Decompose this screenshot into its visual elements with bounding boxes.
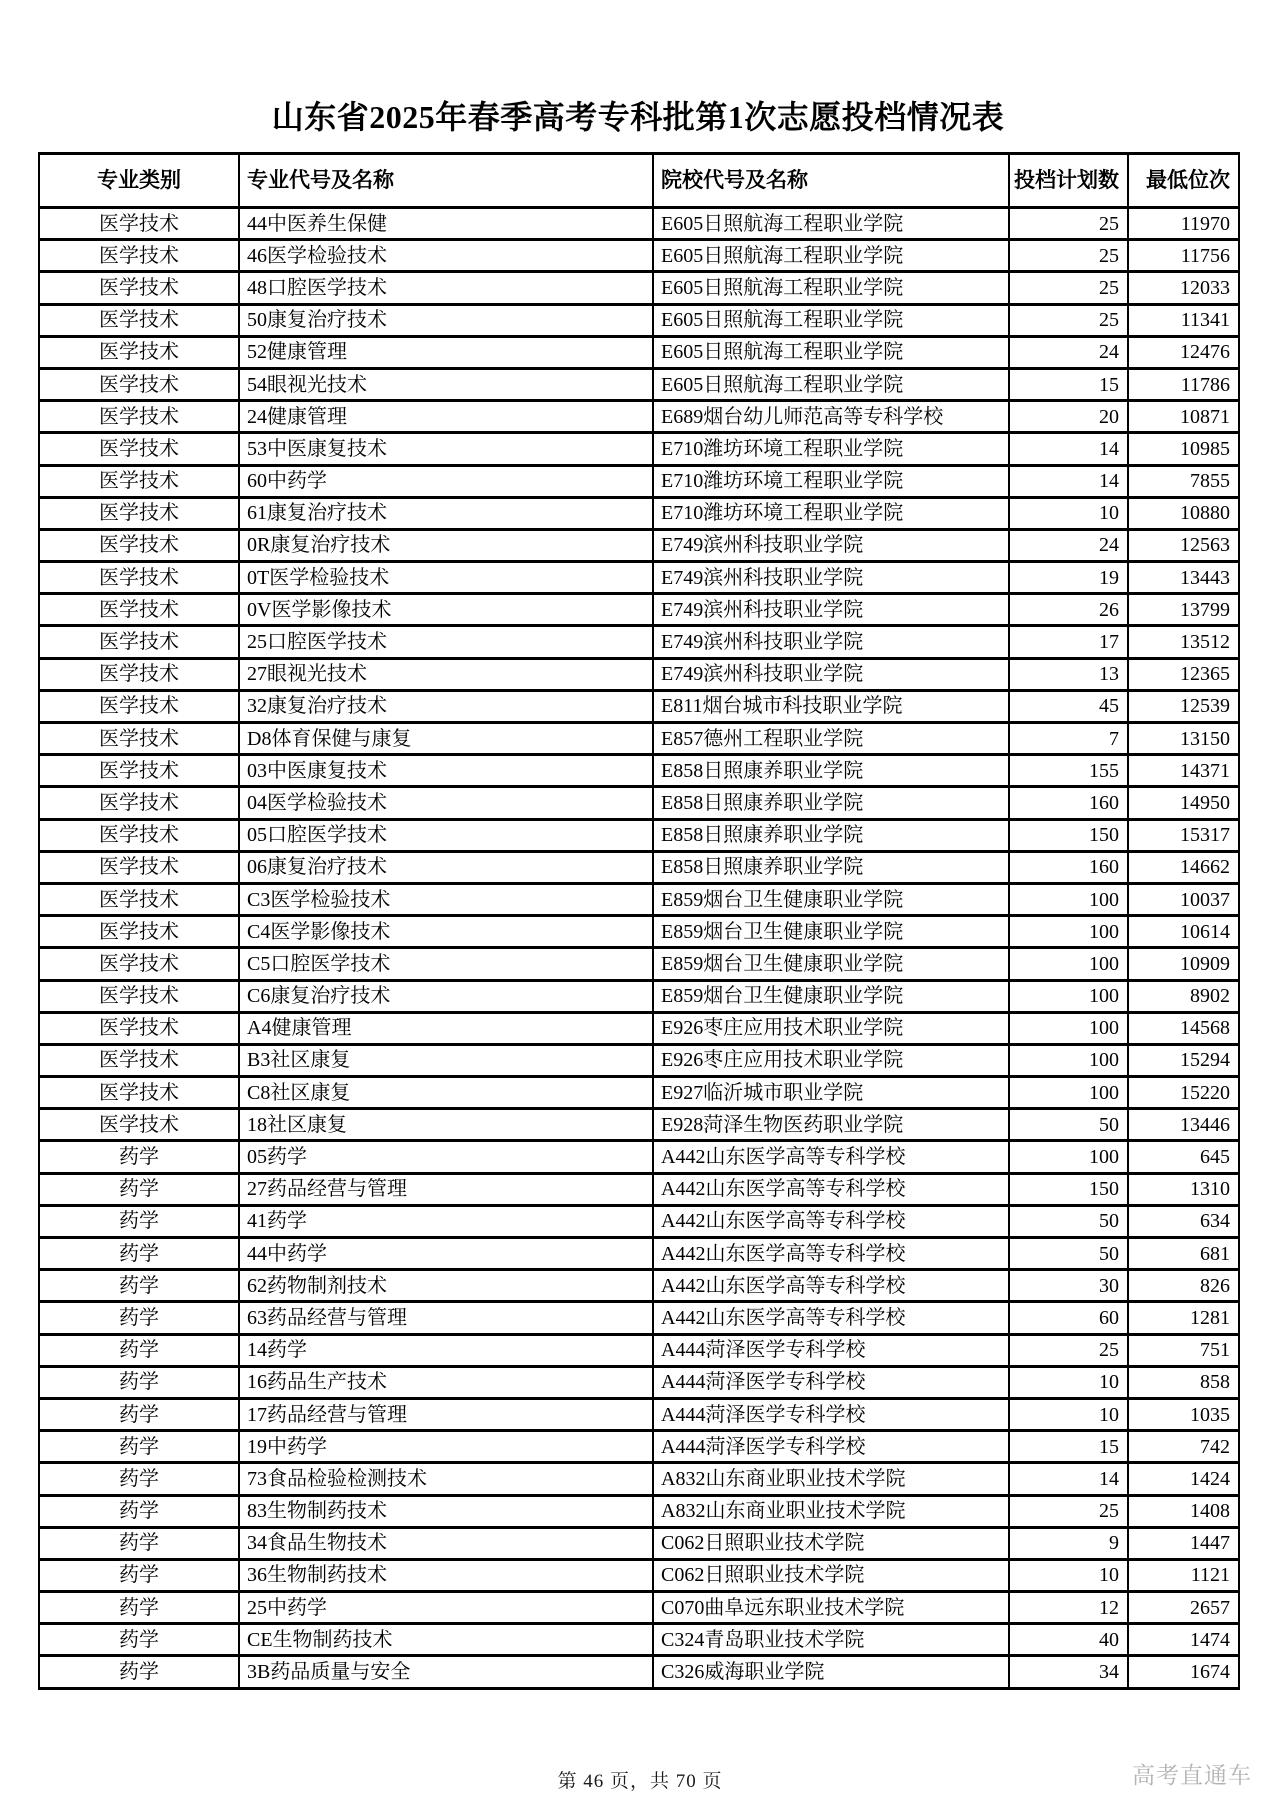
plan-count-cell: 150 [1009, 819, 1128, 851]
column-header-college: 院校代号及名称 [653, 154, 1009, 208]
major-code-name-cell: 73食品检验检测技术 [239, 1463, 653, 1495]
lowest-rank-cell: 11341 [1128, 304, 1239, 336]
major-code-name-cell: 25口腔医学技术 [239, 626, 653, 658]
category-cell: 医学技术 [39, 272, 239, 304]
table-row [39, 1624, 1239, 1656]
table-row [39, 1205, 1239, 1237]
college-code-name-cell: E858日照康养职业学院 [653, 755, 1009, 787]
category-cell: 药学 [39, 1334, 239, 1366]
plan-count-cell: 50 [1009, 1109, 1128, 1141]
plan-count-cell: 100 [1009, 1044, 1128, 1076]
lowest-rank-cell: 826 [1128, 1270, 1239, 1302]
category-cell: 医学技术 [39, 465, 239, 497]
lowest-rank-cell: 12563 [1128, 529, 1239, 561]
lowest-rank-cell: 751 [1128, 1334, 1239, 1366]
page-title: 山东省2025年春季高考专科批第1次志愿投档情况表 [271, 99, 1005, 135]
plan-count-cell: 40 [1009, 1624, 1128, 1656]
college-code-name-cell: A442山东医学高等专科学校 [653, 1141, 1009, 1173]
plan-count-cell: 50 [1009, 1205, 1128, 1237]
major-code-name-cell: 53中医康复技术 [239, 433, 653, 465]
table-row [39, 1656, 1239, 1688]
lowest-rank-cell: 12476 [1128, 336, 1239, 368]
table-row [39, 336, 1239, 368]
college-code-name-cell: A442山东医学高等专科学校 [653, 1302, 1009, 1334]
category-cell: 医学技术 [39, 401, 239, 433]
lowest-rank-cell: 1674 [1128, 1656, 1239, 1688]
lowest-rank-cell: 742 [1128, 1431, 1239, 1463]
table-row [39, 658, 1239, 690]
college-code-name-cell: E710潍坊环境工程职业学院 [653, 433, 1009, 465]
table-row [39, 755, 1239, 787]
college-code-name-cell: E749滨州科技职业学院 [653, 529, 1009, 561]
lowest-rank-cell: 645 [1128, 1141, 1239, 1173]
plan-count-cell: 30 [1009, 1270, 1128, 1302]
plan-count-cell: 17 [1009, 626, 1128, 658]
college-code-name-cell: E858日照康养职业学院 [653, 787, 1009, 819]
category-cell: 医学技术 [39, 208, 239, 240]
plan-count-cell: 25 [1009, 272, 1128, 304]
column-header-category: 专业类别 [39, 154, 239, 208]
category-cell: 药学 [39, 1302, 239, 1334]
major-code-name-cell: 60中药学 [239, 465, 653, 497]
plan-count-cell: 15 [1009, 1431, 1128, 1463]
admission-results-table [38, 152, 1240, 1690]
table-row [39, 1238, 1239, 1270]
category-cell: 医学技术 [39, 336, 239, 368]
college-code-name-cell: A442山东医学高等专科学校 [653, 1205, 1009, 1237]
category-cell: 药学 [39, 1431, 239, 1463]
category-cell: 医学技术 [39, 594, 239, 626]
table-row [39, 1012, 1239, 1044]
lowest-rank-cell: 1424 [1128, 1463, 1239, 1495]
major-code-name-cell: 27药品经营与管理 [239, 1173, 653, 1205]
table-row [39, 948, 1239, 980]
category-cell: 药学 [39, 1173, 239, 1205]
college-code-name-cell: A442山东医学高等专科学校 [653, 1173, 1009, 1205]
lowest-rank-cell: 1447 [1128, 1527, 1239, 1559]
category-cell: 药学 [39, 1238, 239, 1270]
lowest-rank-cell: 13512 [1128, 626, 1239, 658]
category-cell: 医学技术 [39, 304, 239, 336]
category-cell: 医学技术 [39, 1044, 239, 1076]
page-number: 第 46 页，共 70 页 [557, 1771, 723, 1792]
lowest-rank-cell: 14568 [1128, 1012, 1239, 1044]
lowest-rank-cell: 1408 [1128, 1495, 1239, 1527]
plan-count-cell: 10 [1009, 1559, 1128, 1591]
major-code-name-cell: 04医学检验技术 [239, 787, 653, 819]
college-code-name-cell: E859烟台卫生健康职业学院 [653, 948, 1009, 980]
lowest-rank-cell: 12365 [1128, 658, 1239, 690]
table-row [39, 433, 1239, 465]
category-cell: 医学技术 [39, 851, 239, 883]
table-row [39, 1527, 1239, 1559]
table-row [39, 1270, 1239, 1302]
category-cell: 药学 [39, 1624, 239, 1656]
college-code-name-cell: E689烟台幼儿师范高等专科学校 [653, 401, 1009, 433]
lowest-rank-cell: 15220 [1128, 1077, 1239, 1109]
table-row [39, 851, 1239, 883]
major-code-name-cell: C3医学检验技术 [239, 883, 653, 915]
college-code-name-cell: E927临沂城市职业学院 [653, 1077, 1009, 1109]
table-row [39, 1559, 1239, 1591]
major-code-name-cell: 63药品经营与管理 [239, 1302, 653, 1334]
plan-count-cell: 10 [1009, 1398, 1128, 1430]
category-cell: 药学 [39, 1205, 239, 1237]
lowest-rank-cell: 10871 [1128, 401, 1239, 433]
college-code-name-cell: E858日照康养职业学院 [653, 851, 1009, 883]
major-code-name-cell: 0V医学影像技术 [239, 594, 653, 626]
college-code-name-cell: C324青岛职业技术学院 [653, 1624, 1009, 1656]
major-code-name-cell: 06康复治疗技术 [239, 851, 653, 883]
lowest-rank-cell: 10037 [1128, 883, 1239, 915]
lowest-rank-cell: 10880 [1128, 497, 1239, 529]
college-code-name-cell: E749滨州科技职业学院 [653, 562, 1009, 594]
column-header-major: 专业代号及名称 [239, 154, 653, 208]
table-row [39, 1044, 1239, 1076]
college-code-name-cell: A444菏泽医学专科学校 [653, 1431, 1009, 1463]
category-cell: 药学 [39, 1592, 239, 1624]
college-code-name-cell: A444菏泽医学专科学校 [653, 1398, 1009, 1430]
college-code-name-cell: A444菏泽医学专科学校 [653, 1366, 1009, 1398]
table-row [39, 368, 1239, 400]
lowest-rank-cell: 8902 [1128, 980, 1239, 1012]
major-code-name-cell: 27眼视光技术 [239, 658, 653, 690]
category-cell: 药学 [39, 1398, 239, 1430]
major-code-name-cell: 05口腔医学技术 [239, 819, 653, 851]
table-row [39, 529, 1239, 561]
plan-count-cell: 100 [1009, 1012, 1128, 1044]
major-code-name-cell: D8体育保健与康复 [239, 723, 653, 755]
table-row [39, 465, 1239, 497]
plan-count-cell: 9 [1009, 1527, 1128, 1559]
table-row [39, 819, 1239, 851]
column-header-plan-count: 投档计划数 [1009, 154, 1128, 208]
plan-count-cell: 24 [1009, 529, 1128, 561]
college-code-name-cell: E605日照航海工程职业学院 [653, 304, 1009, 336]
plan-count-cell: 26 [1009, 594, 1128, 626]
category-cell: 医学技术 [39, 1109, 239, 1141]
category-cell: 医学技术 [39, 1012, 239, 1044]
lowest-rank-cell: 2657 [1128, 1592, 1239, 1624]
category-cell: 药学 [39, 1656, 239, 1688]
table-row [39, 1431, 1239, 1463]
plan-count-cell: 14 [1009, 465, 1128, 497]
lowest-rank-cell: 1474 [1128, 1624, 1239, 1656]
major-code-name-cell: 05药学 [239, 1141, 653, 1173]
lowest-rank-cell: 10909 [1128, 948, 1239, 980]
major-code-name-cell: CE生物制药技术 [239, 1624, 653, 1656]
table-header-row [39, 154, 1239, 208]
plan-count-cell: 25 [1009, 1495, 1128, 1527]
category-cell: 医学技术 [39, 980, 239, 1012]
category-cell: 药学 [39, 1141, 239, 1173]
college-code-name-cell: E605日照航海工程职业学院 [653, 272, 1009, 304]
plan-count-cell: 7 [1009, 723, 1128, 755]
table-row [39, 787, 1239, 819]
plan-count-cell: 25 [1009, 304, 1128, 336]
college-code-name-cell: A832山东商业职业技术学院 [653, 1463, 1009, 1495]
major-code-name-cell: 34食品生物技术 [239, 1527, 653, 1559]
major-code-name-cell: 19中药学 [239, 1431, 653, 1463]
lowest-rank-cell: 12539 [1128, 690, 1239, 722]
major-code-name-cell: B3社区康复 [239, 1044, 653, 1076]
plan-count-cell: 100 [1009, 916, 1128, 948]
plan-count-cell: 60 [1009, 1302, 1128, 1334]
plan-count-cell: 25 [1009, 1334, 1128, 1366]
lowest-rank-cell: 1310 [1128, 1173, 1239, 1205]
college-code-name-cell: A442山东医学高等专科学校 [653, 1270, 1009, 1302]
table-row [39, 208, 1239, 240]
category-cell: 医学技术 [39, 529, 239, 561]
college-code-name-cell: C326威海职业学院 [653, 1656, 1009, 1688]
college-code-name-cell: A832山东商业职业技术学院 [653, 1495, 1009, 1527]
college-code-name-cell: A444菏泽医学专科学校 [653, 1334, 1009, 1366]
table-row [39, 1592, 1239, 1624]
table-row [39, 723, 1239, 755]
college-code-name-cell: E926枣庄应用技术职业学院 [653, 1044, 1009, 1076]
major-code-name-cell: 0T医学检验技术 [239, 562, 653, 594]
college-code-name-cell: E605日照航海工程职业学院 [653, 336, 1009, 368]
plan-count-cell: 25 [1009, 240, 1128, 272]
college-code-name-cell: E859烟台卫生健康职业学院 [653, 916, 1009, 948]
college-code-name-cell: E928菏泽生物医药职业学院 [653, 1109, 1009, 1141]
category-cell: 医学技术 [39, 433, 239, 465]
lowest-rank-cell: 14371 [1128, 755, 1239, 787]
category-cell: 药学 [39, 1366, 239, 1398]
category-cell: 药学 [39, 1559, 239, 1591]
college-code-name-cell: E605日照航海工程职业学院 [653, 368, 1009, 400]
plan-count-cell: 24 [1009, 336, 1128, 368]
table-row [39, 883, 1239, 915]
lowest-rank-cell: 11756 [1128, 240, 1239, 272]
table-row [39, 594, 1239, 626]
major-code-name-cell: 36生物制药技术 [239, 1559, 653, 1591]
table-row [39, 304, 1239, 336]
lowest-rank-cell: 11786 [1128, 368, 1239, 400]
lowest-rank-cell: 681 [1128, 1238, 1239, 1270]
category-cell: 医学技术 [39, 497, 239, 529]
plan-count-cell: 25 [1009, 208, 1128, 240]
table-row [39, 1141, 1239, 1173]
major-code-name-cell: 3B药品质量与安全 [239, 1656, 653, 1688]
plan-count-cell: 160 [1009, 787, 1128, 819]
major-code-name-cell: 25中药学 [239, 1592, 653, 1624]
category-cell: 药学 [39, 1495, 239, 1527]
plan-count-cell: 19 [1009, 562, 1128, 594]
college-code-name-cell: E605日照航海工程职业学院 [653, 240, 1009, 272]
lowest-rank-cell: 858 [1128, 1366, 1239, 1398]
lowest-rank-cell: 7855 [1128, 465, 1239, 497]
category-cell: 医学技术 [39, 883, 239, 915]
college-code-name-cell: E710潍坊环境工程职业学院 [653, 497, 1009, 529]
table-row [39, 240, 1239, 272]
table-row [39, 690, 1239, 722]
watermark: 高考直通车 [1132, 1763, 1252, 1788]
plan-count-cell: 100 [1009, 980, 1128, 1012]
major-code-name-cell: 24健康管理 [239, 401, 653, 433]
lowest-rank-cell: 15294 [1128, 1044, 1239, 1076]
college-code-name-cell: E811烟台城市科技职业学院 [653, 690, 1009, 722]
category-cell: 医学技术 [39, 240, 239, 272]
lowest-rank-cell: 13799 [1128, 594, 1239, 626]
major-code-name-cell: 41药学 [239, 1205, 653, 1237]
major-code-name-cell: 16药品生产技术 [239, 1366, 653, 1398]
college-code-name-cell: C062日照职业技术学院 [653, 1559, 1009, 1591]
college-code-name-cell: C062日照职业技术学院 [653, 1527, 1009, 1559]
major-code-name-cell: 54眼视光技术 [239, 368, 653, 400]
major-code-name-cell: A4健康管理 [239, 1012, 653, 1044]
table-row [39, 1366, 1239, 1398]
category-cell: 医学技术 [39, 723, 239, 755]
major-code-name-cell: 32康复治疗技术 [239, 690, 653, 722]
lowest-rank-cell: 13150 [1128, 723, 1239, 755]
major-code-name-cell: 17药品经营与管理 [239, 1398, 653, 1430]
college-code-name-cell: E857德州工程职业学院 [653, 723, 1009, 755]
plan-count-cell: 160 [1009, 851, 1128, 883]
major-code-name-cell: 03中医康复技术 [239, 755, 653, 787]
major-code-name-cell: 44中药学 [239, 1238, 653, 1270]
major-code-name-cell: C6康复治疗技术 [239, 980, 653, 1012]
lowest-rank-cell: 14950 [1128, 787, 1239, 819]
major-code-name-cell: 50康复治疗技术 [239, 304, 653, 336]
major-code-name-cell: 18社区康复 [239, 1109, 653, 1141]
category-cell: 医学技术 [39, 948, 239, 980]
table-row [39, 562, 1239, 594]
lowest-rank-cell: 10614 [1128, 916, 1239, 948]
table-row [39, 497, 1239, 529]
lowest-rank-cell: 15317 [1128, 819, 1239, 851]
college-code-name-cell: E605日照航海工程职业学院 [653, 208, 1009, 240]
college-code-name-cell: C070曲阜远东职业技术学院 [653, 1592, 1009, 1624]
major-code-name-cell: C4医学影像技术 [239, 916, 653, 948]
college-code-name-cell: E858日照康养职业学院 [653, 819, 1009, 851]
major-code-name-cell: 83生物制药技术 [239, 1495, 653, 1527]
table-row [39, 1334, 1239, 1366]
major-code-name-cell: 48口腔医学技术 [239, 272, 653, 304]
table-row [39, 1463, 1239, 1495]
lowest-rank-cell: 10985 [1128, 433, 1239, 465]
category-cell: 医学技术 [39, 819, 239, 851]
plan-count-cell: 10 [1009, 1366, 1128, 1398]
category-cell: 医学技术 [39, 368, 239, 400]
plan-count-cell: 150 [1009, 1173, 1128, 1205]
table-row [39, 1302, 1239, 1334]
plan-count-cell: 15 [1009, 368, 1128, 400]
lowest-rank-cell: 634 [1128, 1205, 1239, 1237]
column-header-lowest-rank: 最低位次 [1128, 154, 1239, 208]
lowest-rank-cell: 1035 [1128, 1398, 1239, 1430]
plan-count-cell: 14 [1009, 433, 1128, 465]
plan-count-cell: 100 [1009, 1141, 1128, 1173]
lowest-rank-cell: 1121 [1128, 1559, 1239, 1591]
table-row [39, 401, 1239, 433]
lowest-rank-cell: 14662 [1128, 851, 1239, 883]
lowest-rank-cell: 13446 [1128, 1109, 1239, 1141]
category-cell: 药学 [39, 1270, 239, 1302]
college-code-name-cell: E926枣庄应用技术职业学院 [653, 1012, 1009, 1044]
major-code-name-cell: 0R康复治疗技术 [239, 529, 653, 561]
major-code-name-cell: 46医学检验技术 [239, 240, 653, 272]
college-code-name-cell: E749滨州科技职业学院 [653, 626, 1009, 658]
category-cell: 药学 [39, 1527, 239, 1559]
table-row [39, 272, 1239, 304]
college-code-name-cell: E859烟台卫生健康职业学院 [653, 980, 1009, 1012]
major-code-name-cell: 61康复治疗技术 [239, 497, 653, 529]
lowest-rank-cell: 12033 [1128, 272, 1239, 304]
plan-count-cell: 100 [1009, 948, 1128, 980]
category-cell: 医学技术 [39, 626, 239, 658]
plan-count-cell: 155 [1009, 755, 1128, 787]
table-row [39, 1398, 1239, 1430]
plan-count-cell: 100 [1009, 883, 1128, 915]
major-code-name-cell: 62药物制剂技术 [239, 1270, 653, 1302]
table-row [39, 980, 1239, 1012]
plan-count-cell: 100 [1009, 1077, 1128, 1109]
plan-count-cell: 20 [1009, 401, 1128, 433]
lowest-rank-cell: 13443 [1128, 562, 1239, 594]
lowest-rank-cell: 11970 [1128, 208, 1239, 240]
plan-count-cell: 50 [1009, 1238, 1128, 1270]
college-code-name-cell: E749滨州科技职业学院 [653, 594, 1009, 626]
table-row [39, 916, 1239, 948]
category-cell: 医学技术 [39, 755, 239, 787]
category-cell: 医学技术 [39, 562, 239, 594]
category-cell: 医学技术 [39, 658, 239, 690]
plan-count-cell: 10 [1009, 497, 1128, 529]
lowest-rank-cell: 1281 [1128, 1302, 1239, 1334]
major-code-name-cell: 52健康管理 [239, 336, 653, 368]
college-code-name-cell: E859烟台卫生健康职业学院 [653, 883, 1009, 915]
table-row [39, 1077, 1239, 1109]
category-cell: 医学技术 [39, 1077, 239, 1109]
major-code-name-cell: C8社区康复 [239, 1077, 653, 1109]
plan-count-cell: 34 [1009, 1656, 1128, 1688]
plan-count-cell: 45 [1009, 690, 1128, 722]
major-code-name-cell: C5口腔医学技术 [239, 948, 653, 980]
category-cell: 药学 [39, 1463, 239, 1495]
plan-count-cell: 14 [1009, 1463, 1128, 1495]
category-cell: 医学技术 [39, 690, 239, 722]
plan-count-cell: 12 [1009, 1592, 1128, 1624]
college-code-name-cell: A442山东医学高等专科学校 [653, 1238, 1009, 1270]
table-row [39, 1109, 1239, 1141]
category-cell: 医学技术 [39, 916, 239, 948]
major-code-name-cell: 44中医养生保健 [239, 208, 653, 240]
college-code-name-cell: E749滨州科技职业学院 [653, 658, 1009, 690]
table-row [39, 1495, 1239, 1527]
table-row [39, 1173, 1239, 1205]
plan-count-cell: 13 [1009, 658, 1128, 690]
category-cell: 医学技术 [39, 787, 239, 819]
table-row [39, 626, 1239, 658]
college-code-name-cell: E710潍坊环境工程职业学院 [653, 465, 1009, 497]
major-code-name-cell: 14药学 [239, 1334, 653, 1366]
